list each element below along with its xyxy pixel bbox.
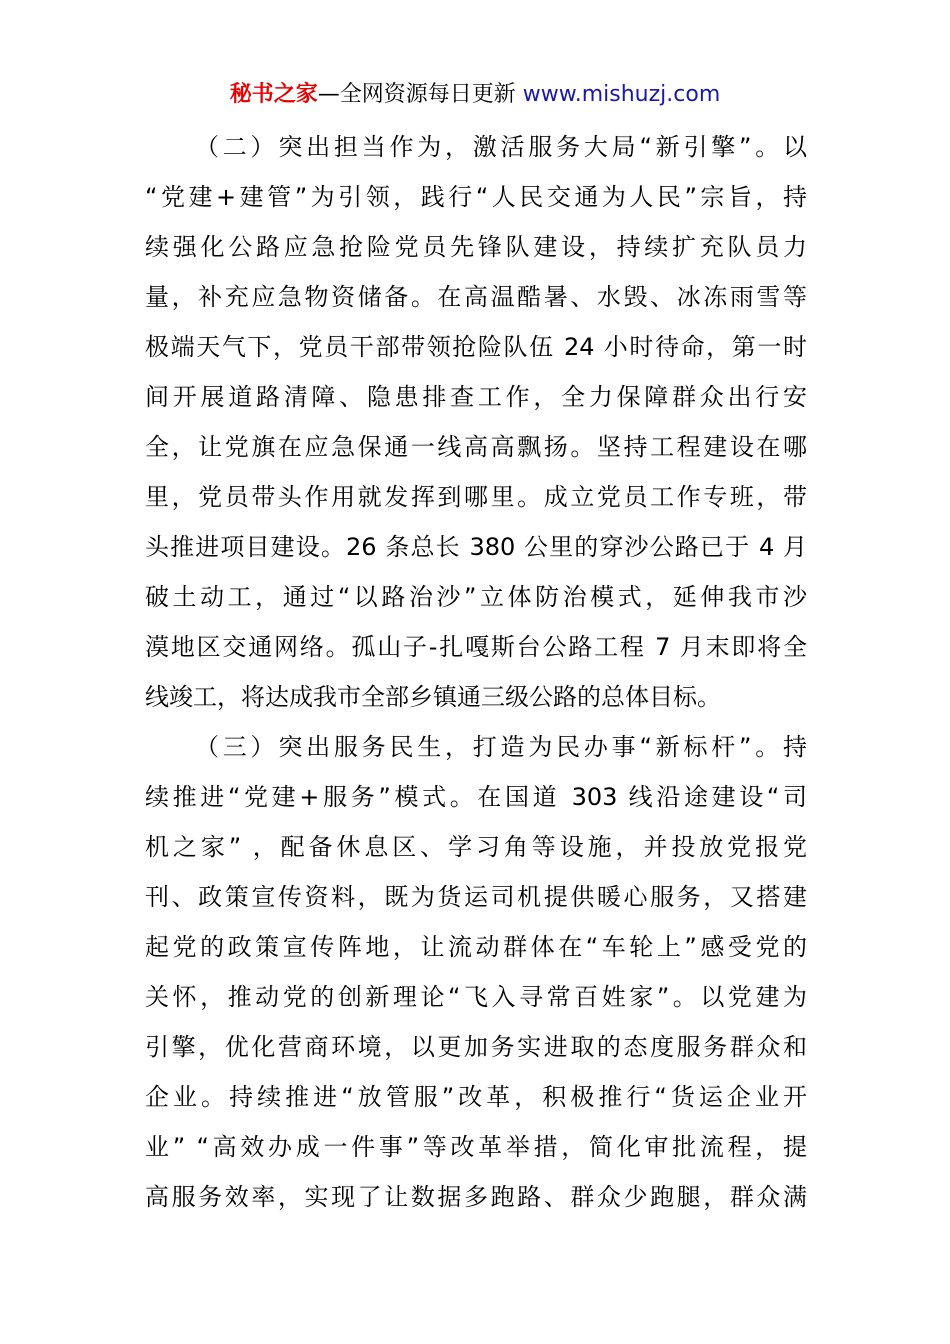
paragraph-2	[145, 122, 807, 722]
text-line: 关怀，推动党的创新理论“飞入寻常百姓家”。以党建为	[145, 983, 807, 1011]
paragraph-3	[145, 722, 807, 1222]
text-line: 漠地区交通网络。孤山子-扎嘎斯台公路工程 7 月末即将全	[145, 633, 807, 661]
text-line: 业” “高效办成一件事”等改革举措，简化审批流程，提	[145, 1133, 807, 1161]
text-line: 里，党员带头作用就发挥到哪里。成立党员工作专班，带	[145, 483, 807, 511]
text-line: 极端天气下，党员干部带领抢险队伍 24 小时待命，第一时	[145, 333, 807, 361]
text-line: 刊、政策宣传资料，既为货运司机提供暖心服务，又搭建	[145, 883, 807, 911]
header-tagline: —全网资源每日更新	[317, 82, 523, 107]
page-header	[0, 80, 950, 110]
header-url[interactable]: www.mishuzj.com	[522, 82, 721, 107]
text-line: “党建+建管”为引领，践行“人民交通为人民”宗旨，持	[145, 183, 807, 211]
text-line: 破土动工，通过“以路治沙”立体防治模式，延伸我市沙	[145, 583, 807, 611]
text-line: 高服务效率，实现了让数据多跑路、群众少跑腿，群众满	[145, 1183, 807, 1211]
text-line: 引擎，优化营商环境，以更加务实进取的态度服务群众和	[145, 1033, 807, 1061]
brand-name: 秘书之家	[229, 82, 318, 107]
text-line: （二）突出担当作为，激活服务大局“新引擎”。以	[195, 133, 807, 161]
text-line: 间开展道路清障、隐患排查工作，全力保障群众出行安	[145, 383, 807, 411]
text-line: 续推进“党建+服务”模式。在国道 303 线沿途建设“司	[145, 783, 807, 811]
text-line: （三）突出服务民生，打造为民办事“新标杆”。持	[195, 733, 807, 761]
text-line: 机之家” ，配备休息区、学习角等设施，并投放党报党	[145, 833, 807, 861]
text-line: 企业。持续推进“放管服”改革，积极推行“货运企业开	[145, 1083, 807, 1111]
text-line: 续强化公路应急抢险党员先锋队建设，持续扩充队员力	[145, 233, 807, 261]
document-body	[145, 122, 807, 1222]
text-line: 全，让党旗在应急保通一线高高飘扬。坚持工程建设在哪	[145, 433, 807, 461]
text-line: 头推进项目建设。26 条总长 380 公里的穿沙公路已于 4 月	[145, 533, 807, 561]
text-line: 线竣工，将达成我市全部乡镇通三级公路的总体目标。	[145, 683, 721, 711]
text-line: 量，补充应急物资储备。在高温酷暑、水毁、冰冻雨雪等	[145, 283, 807, 311]
text-line: 起党的政策宣传阵地，让流动群体在“车轮上”感受党的	[145, 933, 807, 961]
